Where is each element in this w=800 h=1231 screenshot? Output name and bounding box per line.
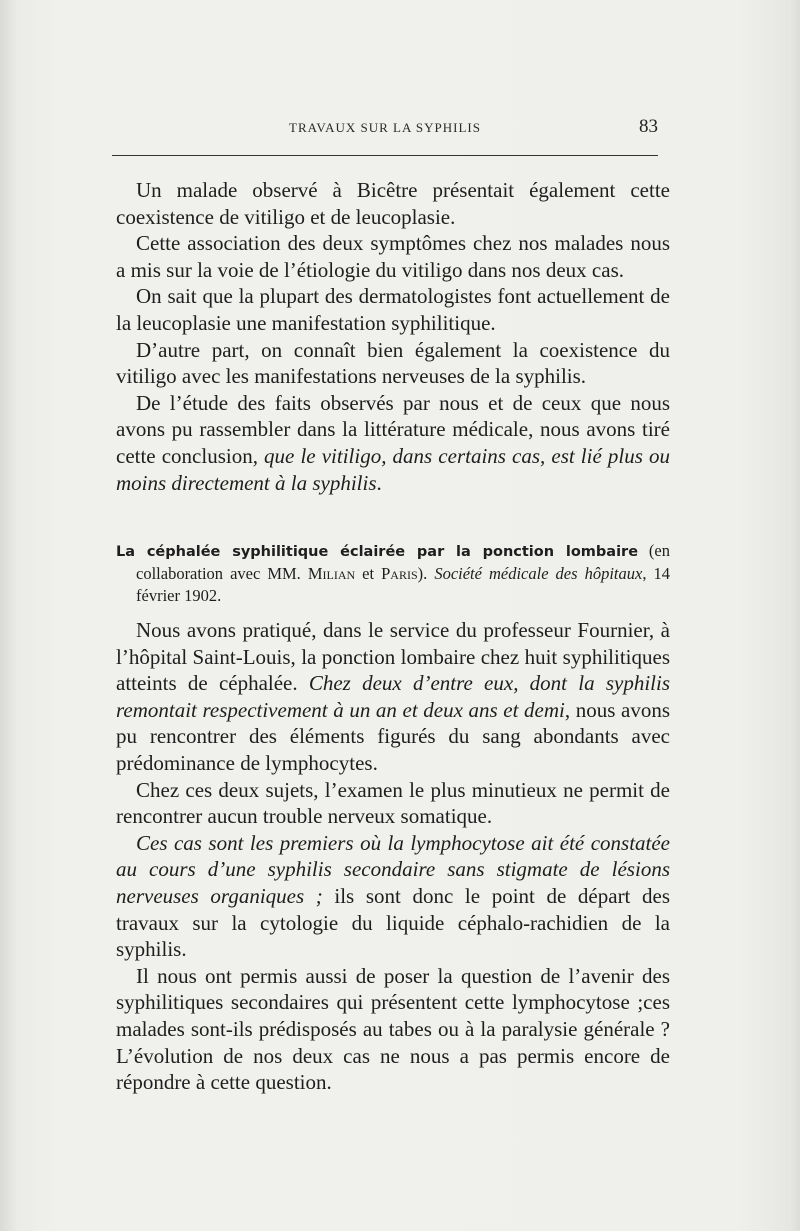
running-title: TRAVAUX SUR LA SYPHILIS bbox=[289, 120, 481, 135]
italic-text: Ces cas sont les premiers où la lymphocytose ait été constatée au cours d’une syphilis secondaire sans stigmate de lésions nerveuses organiques ; bbox=[116, 830, 670, 908]
text-run: (en collaboration avec MM. bbox=[136, 541, 670, 583]
journal-name: Société médicale des hôpitaux bbox=[434, 564, 643, 583]
paragraph: D’autre part, on connaît bien également la coexistence du vitiligo avec les manifestations nerveuses de la syphilis. bbox=[116, 337, 670, 389]
text-run: ). bbox=[417, 564, 435, 583]
paragraph bbox=[116, 617, 670, 777]
text-run: Nous avons pratiqué, dans le service du professeur Fournier, à l’hôpital Saint-Louis, la ponction lombaire chez huit syphilitiques atteints de céphalée. bbox=[116, 618, 670, 696]
italic-text: Chez deux d’entre eux, dont la syphilis remontait respectivement à un an et deux ans et demi bbox=[116, 671, 670, 722]
paragraph: Il nous ont permis aussi de poser la question de l’avenir des syphilitiques secondaires qui présentent cette lymphocytose ;ces malades sont-ils prédisposés au tabes ou à la paralysie générale ? L’évolution de nos deux cas ne nous a pas permis encore de répondre à cette question. bbox=[116, 963, 670, 1095]
bibliographic-reference bbox=[116, 540, 670, 607]
reference-date: , 14 février 1902. bbox=[136, 564, 670, 605]
text-run: . bbox=[376, 470, 382, 495]
text-run: et bbox=[355, 564, 382, 583]
reference-title: La céphalée syphilitique éclairée par la ponction lombaire bbox=[116, 544, 639, 560]
paragraph: Chez ces deux sujets, l’examen le plus minutieux ne permit de rencontrer aucun trouble nerveux somatique. bbox=[116, 777, 670, 829]
text-run: De l’étude des faits observés par nous et de ceux que nous avons pu rassembler dans la littérature médicale, nous avons tiré cette conclusion, bbox=[116, 390, 670, 468]
paragraph bbox=[116, 830, 670, 963]
body-text-block-1 bbox=[116, 177, 670, 496]
paragraph bbox=[116, 390, 670, 496]
text-run: ils sont donc le point de départ des travaux sur la cytologie du liquide céphalo-rachidien de la syphilis. bbox=[116, 883, 671, 962]
page-number: 83 bbox=[639, 116, 658, 137]
italic-conclusion: que le vitiligo, dans certains cas, est lié plus ou moins directement à la syphilis bbox=[116, 443, 670, 495]
header-rule bbox=[112, 155, 658, 156]
paragraph: On sait que la plupart des dermatologistes font actuellement de la leucoplasie une manifestation syphilitique. bbox=[116, 284, 670, 335]
page-header bbox=[112, 116, 658, 146]
paragraph: Un malade observé à Bicêtre présentait également cette coexistence de vitiligo et de leucoplasie. bbox=[116, 178, 670, 229]
text-run: , nous avons pu rencontrer des éléments figurés du sang abondants avec prédominance de lymphocytes. bbox=[116, 697, 670, 775]
author-name: Paris bbox=[381, 564, 418, 583]
paragraph: Cette association des deux symptômes chez nos malades nous a mis sur la voie de l’étiologie du vitiligo dans nos deux cas. bbox=[116, 231, 670, 282]
body-text-block-2 bbox=[116, 617, 670, 1096]
author-name: Milian bbox=[307, 564, 356, 583]
